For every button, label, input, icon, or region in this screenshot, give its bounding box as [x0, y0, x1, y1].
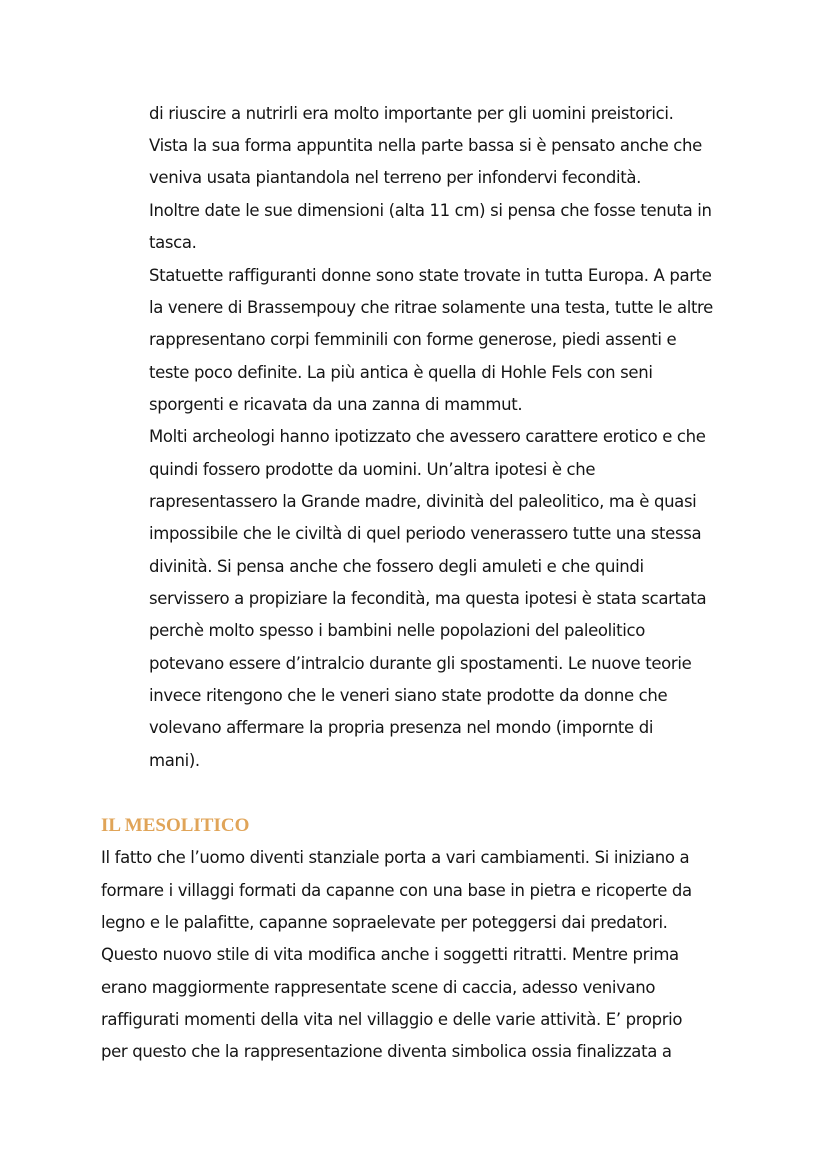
paragraph-line: veniva usata piantandola nel terreno per infondervi fecondità. [149, 168, 641, 187]
paragraph-line: sporgenti e ricavata da una zanna di mammut. [149, 395, 523, 414]
paragraph-line: invece ritengono che le veneri siano state prodotte da donne che [149, 686, 668, 705]
paragraph-line: Molti archeologi hanno ipotizzato che avessero carattere erotico e che [149, 427, 706, 446]
section-heading: IL MESOLITICO [101, 815, 250, 836]
paragraph-line: rappresentano corpi femminili con forme generose, piedi assenti e [149, 330, 677, 349]
paragraph-line: teste poco definite. La più antica è quella di Hohle Fels con seni [149, 363, 653, 382]
paragraph-line: Vista la sua forma appuntita nella parte bassa si è pensato anche che [149, 136, 702, 155]
paragraph-line: legno e le palafitte, capanne sopraelevate per poteggersi dai predatori. [101, 913, 668, 932]
paragraph-line: divinità. Si pensa anche che fossero degli amuleti e che quindi [149, 557, 644, 576]
paragraph-line: mani). [149, 751, 200, 770]
paragraph-line: Questo nuovo stile di vita modifica anche i soggetti ritratti. Mentre prima [101, 945, 679, 964]
paragraph-line: perchè molto spesso i bambini nelle popolazioni del paleolitico [149, 621, 645, 640]
paragraph-line: Inoltre date le sue dimensioni (alta 11 cm) si pensa che fosse tenuta in [149, 201, 712, 220]
paragraph-line: impossibile che le civiltà di quel periodo venerassero tutte una stessa [149, 524, 702, 543]
paragraph-line: erano maggiormente rappresentate scene di caccia, adesso venivano [101, 978, 656, 997]
paragraph-line: tasca. [149, 233, 197, 252]
paragraph-line: formare i villaggi formati da capanne con una base in pietra e ricoperte da [101, 881, 692, 900]
paragraph-line: di riuscire a nutrirli era molto importante per gli uomini preistorici. [149, 104, 674, 123]
paragraph-line: potevano essere d’intralcio durante gli spostamenti. Le nuove teorie [149, 654, 692, 673]
paragraph-line: Il fatto che l’uomo diventi stanziale porta a vari cambiamenti. Si iniziano a [101, 848, 690, 867]
paragraph-line: servissero a propiziare la fecondità, ma questa ipotesi è stata scartata [149, 589, 707, 608]
paragraph-line: volevano affermare la propria presenza nel mondo (impornte di [149, 718, 654, 737]
paragraph-line: Statuette raffiguranti donne sono state trovate in tutta Europa. A parte [149, 266, 712, 285]
paragraph-line: per questo che la rappresentazione diventa simbolica ossia finalizzata a [101, 1042, 672, 1061]
paragraph-line: quindi fossero prodotte da uomini. Un’altra ipotesi è che [149, 460, 596, 479]
paragraph-line: raffigurati momenti della vita nel villaggio e delle varie attività. E’ proprio [101, 1010, 683, 1029]
paragraph-line: la venere di Brassempouy che ritrae solamente una testa, tutte le altre [149, 298, 713, 317]
paragraph-line: rapresentassero la Grande madre, divinità del paleolitico, ma è quasi [149, 492, 697, 511]
